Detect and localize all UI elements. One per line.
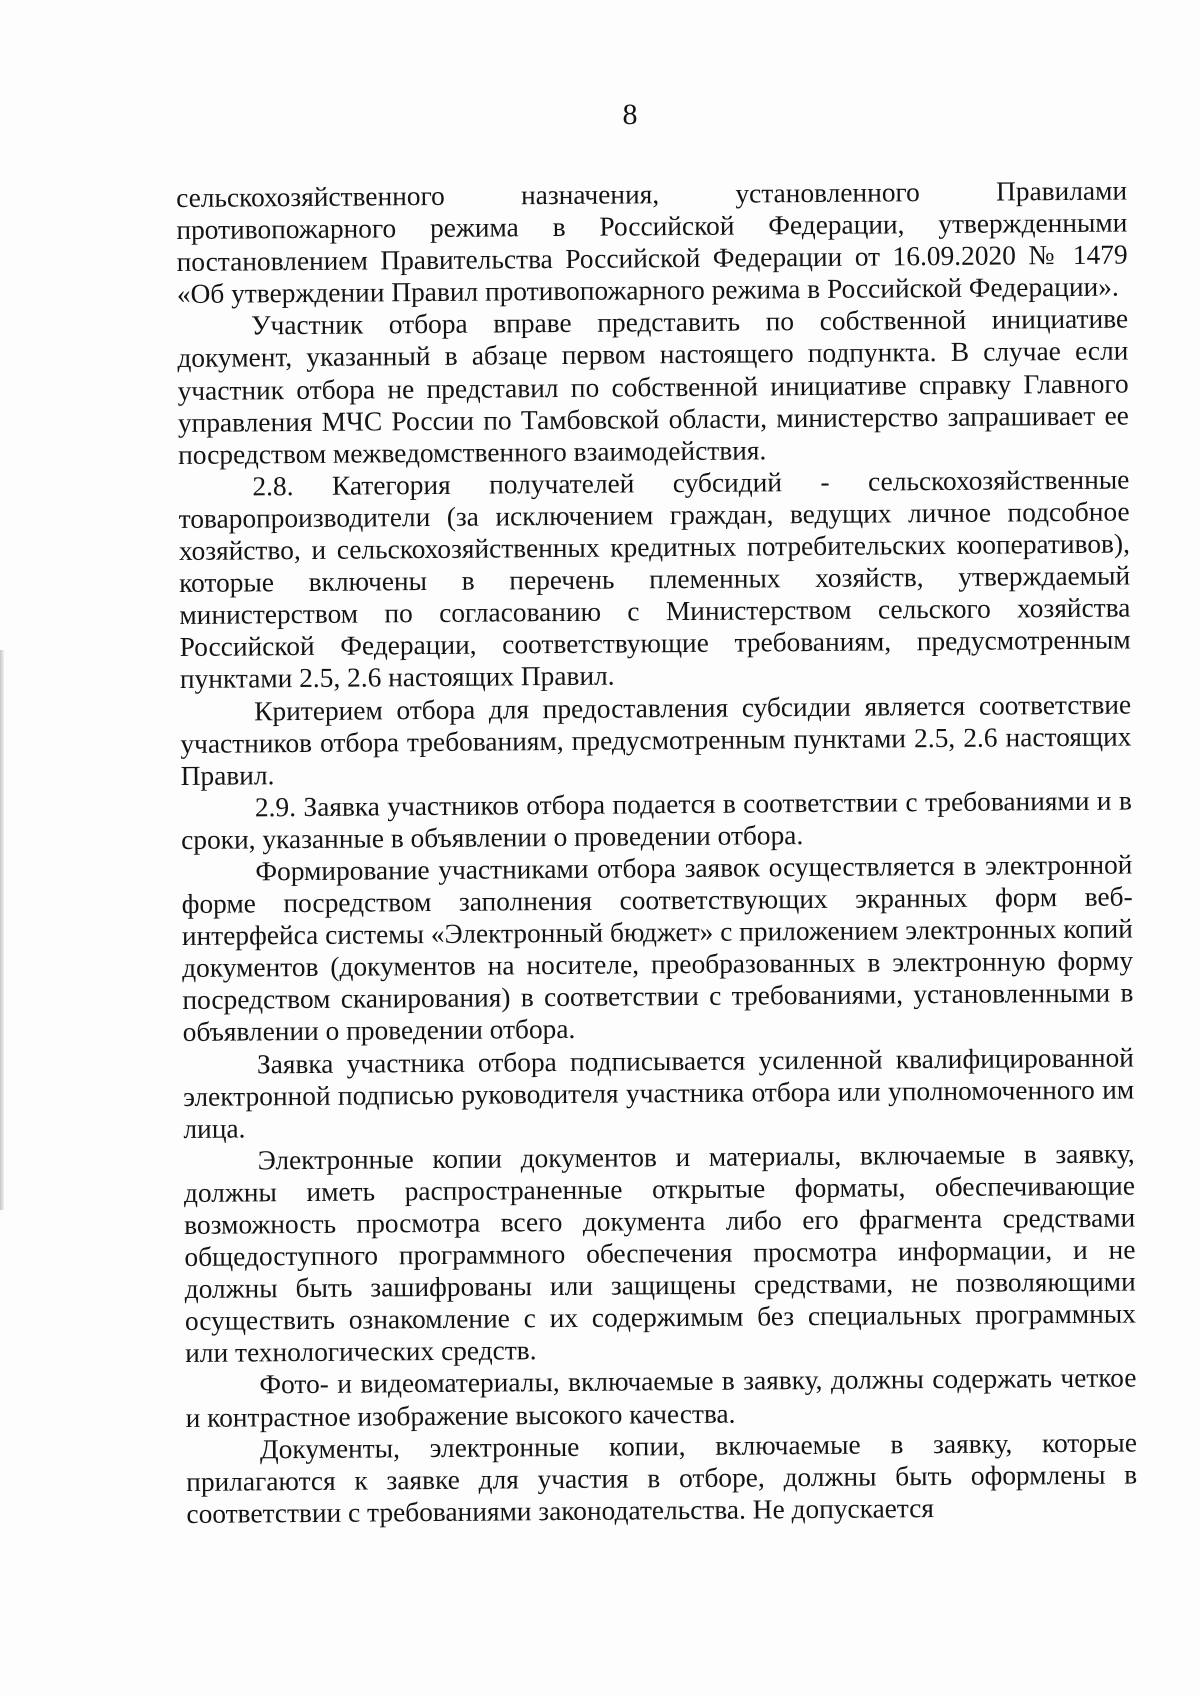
paragraph: Формирование участниками отбора заявок осуществляется в электронной форме посредством заполнения соответствующих экранных форм веб-интерфейса системы «Электронный бюджет» с приложением электронных копий документов (документов на носителе, преобразованных в электронную форму посредством сканирования) в соответствии с требованиями, установленными в объявлении о проведении отбора. <box>181 849 1134 1048</box>
paragraph: Фото- и видеоматериалы, включаемые в заявку, должны содержать четкое и контрастное изображение высокого качества. <box>185 1362 1137 1433</box>
document-body <box>176 175 1138 1530</box>
paragraph-continuation: сельскохозяйственного назначения, установленного Правилами противопожарного режима в Российской Федерации, утвержденными постановлением Правительства Российской Федерации от 16.09.2020 № 1479 «Об утверждении Правил противопожарного режима в Российской Федерации». <box>176 175 1128 310</box>
paragraph-section-2-8: 2.8. Категория получателей субсидий - сельскохозяйственные товаропроизводители (за исключением граждан, ведущих личное подсобное хозяйство, и сельскохозяйственных кредитных потребительских кооперативов), которые включены в перечень племенных хозяйств, утверждаемый министерством по согласованию с Министерством сельского хозяйства Российской Федерации, соответствующие требованиям, предусмотренным пунктами 2.5, 2.6 настоящих Правил. <box>178 464 1131 695</box>
scan-edge-shadow <box>0 650 4 1210</box>
page-number: 8 <box>622 98 638 131</box>
paragraph: Участник отбора вправе представить по собственной инициативе документ, указанный в абзаце первом настоящего подпункта. В случае если участник отбора не представил по собственной инициативе справку Главного управления МЧС России по Тамбовской области, министерство запрашивает ее посредством межведомственного взаимодействия. <box>177 303 1129 470</box>
paragraph: Электронные копии документов и материалы, включаемые в заявку, должны иметь распространенные открытые форматы, обеспечивающие возможность просмотра всего документа либо его фрагмента средствами общедоступного программного обеспечения просмотра информации, и не должны быть зашифрованы или защищены средствами, не позволяющими осуществить ознакомление с их содержимым без специальных программных или технологических средств. <box>183 1138 1137 1369</box>
paragraph-section-2-9: 2.9. Заявка участников отбора подается в соответствии с требованиями и в сроки, указанные в объявлении о проведении отбора. <box>181 785 1133 855</box>
paragraph: Документы, электронные копии, включаемые в заявку, которые прилагаются к заявке для участия в отборе, должны быть оформлены в соответствии с требованиями законодательства. Не допускается <box>186 1427 1138 1529</box>
paragraph: Критерием отбора для предоставления субсидии является соответствие участников отбора требованиям, предусмотренным пунктами 2.5, 2.6 настоящих Правил. <box>180 689 1132 791</box>
paragraph: Заявка участника отбора подписывается усиленной квалифицированной электронной подписью руководителя участника отбора или уполномоченного им лица. <box>183 1042 1135 1144</box>
